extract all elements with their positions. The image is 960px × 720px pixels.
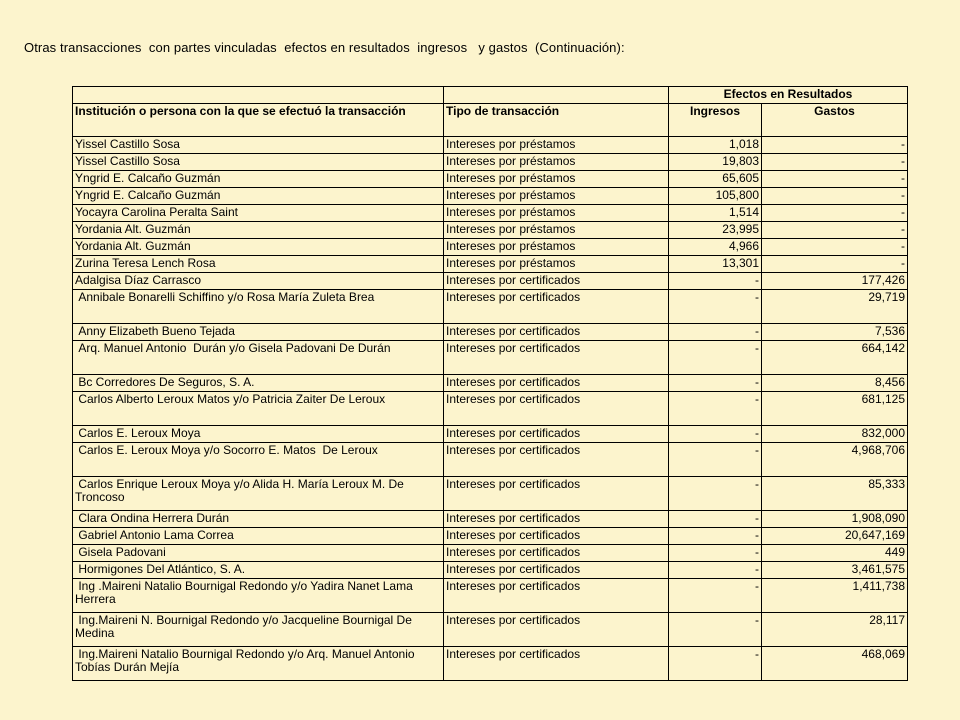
income-cell: -: [669, 392, 762, 426]
transaction-type-cell: Intereses por préstamos: [444, 239, 669, 256]
table-row: [73, 205, 908, 222]
institution-cell: Carlos E. Leroux Moya y/o Socorro E. Matos De Leroux: [73, 443, 444, 477]
institution-cell: Hormigones Del Atlántico, S. A.: [73, 562, 444, 579]
table-row: [73, 239, 908, 256]
income-cell: -: [669, 562, 762, 579]
income-cell: -: [669, 647, 762, 681]
income-cell: 1,018: [669, 137, 762, 154]
type-column-header: Tipo de transacción: [444, 104, 669, 137]
column-header-row: [73, 104, 908, 137]
expenses-cell: 1,908,090: [762, 511, 908, 528]
expenses-cell: -: [762, 256, 908, 273]
table-row: [73, 290, 908, 324]
transaction-type-cell: Intereses por préstamos: [444, 205, 669, 222]
expenses-cell: -: [762, 137, 908, 154]
table-row: [73, 613, 908, 647]
income-cell: 4,966: [669, 239, 762, 256]
transaction-type-cell: Intereses por certificados: [444, 341, 669, 375]
transaction-type-cell: Intereses por préstamos: [444, 188, 669, 205]
income-cell: -: [669, 443, 762, 477]
transaction-type-cell: Intereses por certificados: [444, 392, 669, 426]
expenses-cell: 468,069: [762, 647, 908, 681]
table-row: [73, 545, 908, 562]
expenses-cell: -: [762, 171, 908, 188]
transaction-type-cell: Intereses por certificados: [444, 511, 669, 528]
table-row: [73, 375, 908, 392]
institution-cell: Yissel Castillo Sosa: [73, 154, 444, 171]
institution-cell: Ing.Maireni N. Bournigal Redondo y/o Jacqueline Bournigal De Medina: [73, 613, 444, 647]
income-cell: 1,514: [669, 205, 762, 222]
table-row: [73, 154, 908, 171]
institution-cell: Yocayra Carolina Peralta Saint: [73, 205, 444, 222]
institution-cell: Bc Corredores De Seguros, S. A.: [73, 375, 444, 392]
institution-cell: Zurina Teresa Lench Rosa: [73, 256, 444, 273]
expenses-cell: 28,117: [762, 613, 908, 647]
transaction-type-cell: Intereses por certificados: [444, 426, 669, 443]
table-row: [73, 528, 908, 545]
institution-cell: Yordania Alt. Guzmán: [73, 222, 444, 239]
income-cell: -: [669, 273, 762, 290]
expenses-cell: 8,456: [762, 375, 908, 392]
expenses-cell: 85,333: [762, 477, 908, 511]
expenses-cell: -: [762, 154, 908, 171]
income-column-header: Ingresos: [669, 104, 762, 137]
expenses-cell: 681,125: [762, 392, 908, 426]
institution-cell: Ing .Maireni Natalio Bournigal Redondo y/o Yadira Nanet Lama Herrera: [73, 579, 444, 613]
income-cell: -: [669, 375, 762, 392]
expenses-cell: 3,461,575: [762, 562, 908, 579]
table-row: [73, 171, 908, 188]
table-row: [73, 341, 908, 375]
transaction-type-cell: Intereses por certificados: [444, 273, 669, 290]
institution-cell: Yngrid E. Calcaño Guzmán: [73, 171, 444, 188]
institution-cell: Anny Elizabeth Bueno Tejada: [73, 324, 444, 341]
transaction-type-cell: Intereses por préstamos: [444, 222, 669, 239]
expenses-cell: -: [762, 239, 908, 256]
transaction-type-cell: Intereses por certificados: [444, 613, 669, 647]
expenses-cell: -: [762, 205, 908, 222]
empty-header-cell: [444, 87, 669, 104]
transaction-type-cell: Intereses por certificados: [444, 647, 669, 681]
transaction-type-cell: Intereses por certificados: [444, 562, 669, 579]
table-row: [73, 273, 908, 290]
income-cell: -: [669, 426, 762, 443]
income-cell: -: [669, 290, 762, 324]
table-row: [73, 477, 908, 511]
institution-cell: Arq. Manuel Antonio Durán y/o Gisela Padovani De Durán: [73, 341, 444, 375]
table-row: [73, 392, 908, 426]
income-cell: -: [669, 341, 762, 375]
expenses-column-header: Gastos: [762, 104, 908, 137]
income-cell: 105,800: [669, 188, 762, 205]
income-cell: -: [669, 528, 762, 545]
institution-cell: Gabriel Antonio Lama Correa: [73, 528, 444, 545]
table-row: [73, 511, 908, 528]
table-row: [73, 256, 908, 273]
institution-cell: Carlos Alberto Leroux Matos y/o Patricia Zaiter De Leroux: [73, 392, 444, 426]
expenses-cell: 1,411,738: [762, 579, 908, 613]
income-cell: 19,803: [669, 154, 762, 171]
income-cell: 65,605: [669, 171, 762, 188]
institution-cell: Annibale Bonarelli Schiffino y/o Rosa María Zuleta Brea: [73, 290, 444, 324]
table-row: [73, 579, 908, 613]
institution-cell: Clara Ondina Herrera Durán: [73, 511, 444, 528]
institution-cell: Yissel Castillo Sosa: [73, 137, 444, 154]
income-cell: 23,995: [669, 222, 762, 239]
transaction-type-cell: Intereses por certificados: [444, 375, 669, 392]
institution-column-header: Institución o persona con la que se efectuó la transacción: [73, 104, 444, 137]
table-row: [73, 443, 908, 477]
income-cell: -: [669, 477, 762, 511]
institution-cell: Carlos E. Leroux Moya: [73, 426, 444, 443]
table-row: [73, 188, 908, 205]
institution-cell: Yngrid E. Calcaño Guzmán: [73, 188, 444, 205]
empty-header-cell: [73, 87, 444, 104]
expenses-cell: 832,000: [762, 426, 908, 443]
transaction-type-cell: Intereses por certificados: [444, 290, 669, 324]
table-row: [73, 137, 908, 154]
transaction-type-cell: Intereses por préstamos: [444, 256, 669, 273]
institution-cell: Ing.Maireni Natalio Bournigal Redondo y/o Arq. Manuel Antonio Tobías Durán Mejía: [73, 647, 444, 681]
transaction-type-cell: Intereses por préstamos: [444, 137, 669, 154]
income-cell: -: [669, 545, 762, 562]
transaction-type-cell: Intereses por certificados: [444, 443, 669, 477]
transaction-type-cell: Intereses por certificados: [444, 528, 669, 545]
expenses-cell: 4,968,706: [762, 443, 908, 477]
expenses-cell: 449: [762, 545, 908, 562]
transaction-type-cell: Intereses por certificados: [444, 324, 669, 341]
expenses-cell: 20,647,169: [762, 528, 908, 545]
table-row: [73, 324, 908, 341]
transaction-type-cell: Intereses por certificados: [444, 545, 669, 562]
table-row: [73, 222, 908, 239]
transaction-type-cell: Intereses por certificados: [444, 477, 669, 511]
transactions-table: [72, 86, 908, 681]
transaction-type-cell: Intereses por préstamos: [444, 154, 669, 171]
transaction-type-cell: Intereses por certificados: [444, 579, 669, 613]
income-cell: -: [669, 324, 762, 341]
income-cell: -: [669, 579, 762, 613]
expenses-cell: -: [762, 222, 908, 239]
institution-cell: Yordania Alt. Guzmán: [73, 239, 444, 256]
expenses-cell: 177,426: [762, 273, 908, 290]
expenses-cell: 29,719: [762, 290, 908, 324]
group-header-row: [73, 87, 908, 104]
income-cell: -: [669, 613, 762, 647]
results-effects-header: Efectos en Resultados: [669, 87, 908, 104]
institution-cell: Gisela Padovani: [73, 545, 444, 562]
table-row: [73, 426, 908, 443]
table-row: [73, 647, 908, 681]
institution-cell: Carlos Enrique Leroux Moya y/o Alida H. María Leroux M. De Troncoso: [73, 477, 444, 511]
page-title: Otras transacciones con partes vinculadas efectos en resultados ingresos y gastos (Continuación):: [24, 40, 625, 55]
expenses-cell: -: [762, 188, 908, 205]
institution-cell: Adalgisa Díaz Carrasco: [73, 273, 444, 290]
table-row: [73, 562, 908, 579]
income-cell: -: [669, 511, 762, 528]
expenses-cell: 664,142: [762, 341, 908, 375]
income-cell: 13,301: [669, 256, 762, 273]
expenses-cell: 7,536: [762, 324, 908, 341]
transaction-type-cell: Intereses por préstamos: [444, 171, 669, 188]
